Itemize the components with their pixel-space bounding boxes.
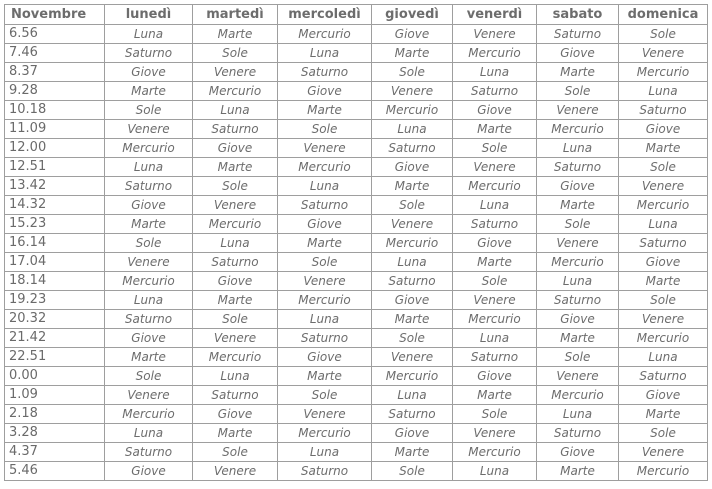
planet-cell-thursday: Giove xyxy=(372,424,453,443)
planet-cell-monday: Sole xyxy=(105,367,193,386)
time-cell: 14.32 xyxy=(5,196,105,215)
planet-cell-friday: Marte xyxy=(453,253,537,272)
planet-cell-friday: Giove xyxy=(453,234,537,253)
time-cell: 16.14 xyxy=(5,234,105,253)
planet-cell-tuesday: Saturno xyxy=(193,253,278,272)
planet-cell-monday: Sole xyxy=(105,234,193,253)
planet-cell-wednesday: Luna xyxy=(278,177,372,196)
planet-cell-tuesday: Mercurio xyxy=(193,215,278,234)
planet-cell-monday: Mercurio xyxy=(105,272,193,291)
planet-cell-saturday: Saturno xyxy=(537,25,619,44)
planet-cell-tuesday: Luna xyxy=(193,101,278,120)
planet-cell-friday: Saturno xyxy=(453,215,537,234)
table-row xyxy=(5,25,708,44)
time-cell: 5.46 xyxy=(5,462,105,481)
planet-cell-monday: Marte xyxy=(105,82,193,101)
planet-cell-sunday: Luna xyxy=(619,82,708,101)
planet-cell-saturday: Sole xyxy=(537,348,619,367)
planet-cell-sunday: Saturno xyxy=(619,234,708,253)
planet-cell-thursday: Sole xyxy=(372,462,453,481)
planet-cell-sunday: Venere xyxy=(619,177,708,196)
planet-cell-sunday: Saturno xyxy=(619,101,708,120)
planet-cell-saturday: Marte xyxy=(537,462,619,481)
planet-cell-monday: Venere xyxy=(105,386,193,405)
planet-cell-thursday: Luna xyxy=(372,120,453,139)
planet-cell-friday: Saturno xyxy=(453,82,537,101)
planet-cell-saturday: Sole xyxy=(537,215,619,234)
planet-cell-monday: Mercurio xyxy=(105,405,193,424)
planet-cell-tuesday: Sole xyxy=(193,44,278,63)
table-row xyxy=(5,139,708,158)
planet-cell-friday: Marte xyxy=(453,120,537,139)
planet-cell-saturday: Marte xyxy=(537,63,619,82)
planet-cell-monday: Giove xyxy=(105,63,193,82)
planet-cell-tuesday: Luna xyxy=(193,367,278,386)
planet-cell-wednesday: Luna xyxy=(278,44,372,63)
planet-cell-friday: Sole xyxy=(453,405,537,424)
table-body xyxy=(5,25,708,481)
planetary-hours-table xyxy=(4,4,708,481)
planet-cell-tuesday: Mercurio xyxy=(193,348,278,367)
planet-cell-sunday: Giove xyxy=(619,253,708,272)
planet-cell-saturday: Saturno xyxy=(537,158,619,177)
table-row xyxy=(5,462,708,481)
planet-cell-saturday: Venere xyxy=(537,367,619,386)
planet-cell-wednesday: Saturno xyxy=(278,462,372,481)
planet-cell-friday: Mercurio xyxy=(453,44,537,63)
planet-cell-sunday: Giove xyxy=(619,386,708,405)
planet-cell-wednesday: Mercurio xyxy=(278,424,372,443)
planet-cell-monday: Luna xyxy=(105,291,193,310)
planet-cell-sunday: Luna xyxy=(619,348,708,367)
planet-cell-tuesday: Sole xyxy=(193,310,278,329)
planet-cell-thursday: Sole xyxy=(372,196,453,215)
planet-cell-friday: Mercurio xyxy=(453,443,537,462)
planet-cell-saturday: Luna xyxy=(537,272,619,291)
planet-cell-wednesday: Marte xyxy=(278,234,372,253)
time-cell: 1.09 xyxy=(5,386,105,405)
header-thursday: giovedì xyxy=(372,5,453,25)
planet-cell-sunday: Marte xyxy=(619,405,708,424)
planet-cell-thursday: Mercurio xyxy=(372,367,453,386)
time-cell: 8.37 xyxy=(5,63,105,82)
planet-cell-monday: Luna xyxy=(105,424,193,443)
time-cell: 18.14 xyxy=(5,272,105,291)
planet-cell-friday: Luna xyxy=(453,196,537,215)
planet-cell-tuesday: Giove xyxy=(193,405,278,424)
planet-cell-wednesday: Saturno xyxy=(278,196,372,215)
planet-cell-saturday: Mercurio xyxy=(537,386,619,405)
planet-cell-friday: Venere xyxy=(453,424,537,443)
planet-cell-monday: Giove xyxy=(105,462,193,481)
planet-cell-tuesday: Luna xyxy=(193,234,278,253)
planet-cell-tuesday: Saturno xyxy=(193,386,278,405)
planet-cell-sunday: Mercurio xyxy=(619,63,708,82)
table-row xyxy=(5,405,708,424)
planet-cell-thursday: Sole xyxy=(372,329,453,348)
planet-cell-friday: Saturno xyxy=(453,348,537,367)
planet-cell-sunday: Venere xyxy=(619,310,708,329)
planet-cell-thursday: Luna xyxy=(372,386,453,405)
planet-cell-sunday: Sole xyxy=(619,424,708,443)
planet-cell-friday: Marte xyxy=(453,386,537,405)
planet-cell-saturday: Marte xyxy=(537,329,619,348)
table-row xyxy=(5,215,708,234)
planet-cell-monday: Venere xyxy=(105,120,193,139)
time-cell: 11.09 xyxy=(5,120,105,139)
planet-cell-thursday: Sole xyxy=(372,63,453,82)
planet-cell-friday: Luna xyxy=(453,63,537,82)
planet-cell-thursday: Marte xyxy=(372,310,453,329)
planet-cell-wednesday: Venere xyxy=(278,139,372,158)
planet-cell-tuesday: Venere xyxy=(193,196,278,215)
time-cell: 13.42 xyxy=(5,177,105,196)
planet-cell-thursday: Venere xyxy=(372,82,453,101)
planet-cell-friday: Sole xyxy=(453,272,537,291)
planet-cell-thursday: Luna xyxy=(372,253,453,272)
planet-cell-friday: Venere xyxy=(453,158,537,177)
planet-cell-wednesday: Sole xyxy=(278,386,372,405)
time-cell: 4.37 xyxy=(5,443,105,462)
header-sunday: domenica xyxy=(619,5,708,25)
planet-cell-tuesday: Marte xyxy=(193,291,278,310)
planet-cell-saturday: Saturno xyxy=(537,291,619,310)
planet-cell-friday: Sole xyxy=(453,139,537,158)
planet-cell-friday: Giove xyxy=(453,367,537,386)
table-row xyxy=(5,272,708,291)
planet-cell-saturday: Venere xyxy=(537,234,619,253)
planet-cell-monday: Giove xyxy=(105,196,193,215)
header-month: Novembre xyxy=(5,5,105,25)
planet-cell-tuesday: Mercurio xyxy=(193,82,278,101)
planet-cell-friday: Venere xyxy=(453,291,537,310)
planet-cell-wednesday: Luna xyxy=(278,443,372,462)
time-cell: 10.18 xyxy=(5,101,105,120)
planet-cell-sunday: Venere xyxy=(619,44,708,63)
planet-cell-monday: Saturno xyxy=(105,310,193,329)
time-cell: 6.56 xyxy=(5,25,105,44)
planet-cell-wednesday: Marte xyxy=(278,367,372,386)
planet-cell-wednesday: Sole xyxy=(278,253,372,272)
planet-cell-friday: Mercurio xyxy=(453,310,537,329)
planet-cell-monday: Saturno xyxy=(105,177,193,196)
header-tuesday: martedì xyxy=(193,5,278,25)
table-row xyxy=(5,424,708,443)
planet-cell-saturday: Giove xyxy=(537,177,619,196)
planet-cell-tuesday: Sole xyxy=(193,443,278,462)
table-row xyxy=(5,44,708,63)
planet-cell-sunday: Mercurio xyxy=(619,329,708,348)
planet-cell-wednesday: Mercurio xyxy=(278,25,372,44)
time-cell: 3.28 xyxy=(5,424,105,443)
planet-cell-saturday: Giove xyxy=(537,310,619,329)
table-row xyxy=(5,443,708,462)
planet-cell-tuesday: Marte xyxy=(193,424,278,443)
planet-cell-thursday: Marte xyxy=(372,443,453,462)
planet-cell-saturday: Luna xyxy=(537,405,619,424)
planet-cell-sunday: Marte xyxy=(619,139,708,158)
planet-cell-wednesday: Mercurio xyxy=(278,291,372,310)
planet-cell-friday: Venere xyxy=(453,25,537,44)
planet-cell-thursday: Marte xyxy=(372,177,453,196)
planet-cell-monday: Marte xyxy=(105,348,193,367)
table-row xyxy=(5,82,708,101)
table-row xyxy=(5,348,708,367)
header-monday: lunedì xyxy=(105,5,193,25)
planet-cell-saturday: Saturno xyxy=(537,424,619,443)
planet-cell-monday: Giove xyxy=(105,329,193,348)
planet-cell-wednesday: Marte xyxy=(278,101,372,120)
time-cell: 7.46 xyxy=(5,44,105,63)
planet-cell-sunday: Sole xyxy=(619,291,708,310)
time-cell: 12.00 xyxy=(5,139,105,158)
header-saturday: sabato xyxy=(537,5,619,25)
planet-cell-saturday: Marte xyxy=(537,196,619,215)
planet-cell-monday: Mercurio xyxy=(105,139,193,158)
planet-cell-wednesday: Mercurio xyxy=(278,158,372,177)
planet-cell-tuesday: Marte xyxy=(193,25,278,44)
planet-cell-thursday: Venere xyxy=(372,215,453,234)
planet-cell-tuesday: Giove xyxy=(193,139,278,158)
planet-cell-tuesday: Venere xyxy=(193,329,278,348)
planet-cell-wednesday: Saturno xyxy=(278,63,372,82)
table-row xyxy=(5,63,708,82)
planet-cell-sunday: Luna xyxy=(619,215,708,234)
header-friday: venerdì xyxy=(453,5,537,25)
time-cell: 15.23 xyxy=(5,215,105,234)
table-row xyxy=(5,177,708,196)
planet-cell-sunday: Sole xyxy=(619,158,708,177)
time-cell: 12.51 xyxy=(5,158,105,177)
planet-cell-wednesday: Luna xyxy=(278,310,372,329)
planet-cell-thursday: Mercurio xyxy=(372,101,453,120)
planet-cell-monday: Sole xyxy=(105,101,193,120)
planet-cell-sunday: Giove xyxy=(619,120,708,139)
planet-cell-friday: Luna xyxy=(453,462,537,481)
planet-cell-thursday: Venere xyxy=(372,348,453,367)
planet-cell-monday: Marte xyxy=(105,215,193,234)
time-cell: 2.18 xyxy=(5,405,105,424)
planet-cell-thursday: Giove xyxy=(372,291,453,310)
planet-cell-monday: Luna xyxy=(105,158,193,177)
table-row xyxy=(5,253,708,272)
table-row xyxy=(5,101,708,120)
table-row xyxy=(5,386,708,405)
planet-cell-saturday: Giove xyxy=(537,44,619,63)
planet-cell-thursday: Giove xyxy=(372,158,453,177)
planet-cell-thursday: Giove xyxy=(372,25,453,44)
planet-cell-tuesday: Sole xyxy=(193,177,278,196)
planet-cell-tuesday: Venere xyxy=(193,63,278,82)
planet-cell-saturday: Giove xyxy=(537,443,619,462)
planet-cell-monday: Luna xyxy=(105,25,193,44)
time-cell: 9.28 xyxy=(5,82,105,101)
time-cell: 20.32 xyxy=(5,310,105,329)
table-row xyxy=(5,329,708,348)
planet-cell-thursday: Saturno xyxy=(372,272,453,291)
planet-cell-friday: Giove xyxy=(453,101,537,120)
planet-cell-monday: Saturno xyxy=(105,44,193,63)
time-cell: 19.23 xyxy=(5,291,105,310)
planet-cell-sunday: Mercurio xyxy=(619,462,708,481)
planet-cell-tuesday: Saturno xyxy=(193,120,278,139)
planet-cell-sunday: Saturno xyxy=(619,367,708,386)
planet-cell-wednesday: Venere xyxy=(278,405,372,424)
planet-cell-monday: Saturno xyxy=(105,443,193,462)
planet-cell-sunday: Sole xyxy=(619,25,708,44)
planet-cell-tuesday: Giove xyxy=(193,272,278,291)
planet-cell-monday: Venere xyxy=(105,253,193,272)
table-row xyxy=(5,196,708,215)
planet-cell-thursday: Saturno xyxy=(372,405,453,424)
planet-cell-sunday: Venere xyxy=(619,443,708,462)
planet-cell-tuesday: Venere xyxy=(193,462,278,481)
time-cell: 17.04 xyxy=(5,253,105,272)
table-header xyxy=(5,5,708,25)
planet-cell-sunday: Mercurio xyxy=(619,196,708,215)
planet-cell-wednesday: Venere xyxy=(278,272,372,291)
planet-cell-tuesday: Marte xyxy=(193,158,278,177)
planet-cell-friday: Mercurio xyxy=(453,177,537,196)
planet-cell-saturday: Mercurio xyxy=(537,253,619,272)
planet-cell-saturday: Sole xyxy=(537,82,619,101)
planet-cell-sunday: Marte xyxy=(619,272,708,291)
header-row xyxy=(5,5,708,25)
planet-cell-saturday: Venere xyxy=(537,101,619,120)
planet-cell-saturday: Mercurio xyxy=(537,120,619,139)
table-container xyxy=(4,4,708,481)
planet-cell-wednesday: Giove xyxy=(278,215,372,234)
table-row xyxy=(5,291,708,310)
table-row xyxy=(5,310,708,329)
table-row xyxy=(5,158,708,177)
planet-cell-thursday: Marte xyxy=(372,44,453,63)
planet-cell-friday: Luna xyxy=(453,329,537,348)
table-row xyxy=(5,234,708,253)
header-wednesday: mercoledì xyxy=(278,5,372,25)
time-cell: 21.42 xyxy=(5,329,105,348)
planet-cell-thursday: Saturno xyxy=(372,139,453,158)
table-row xyxy=(5,120,708,139)
table-row xyxy=(5,367,708,386)
planet-cell-wednesday: Sole xyxy=(278,120,372,139)
planet-cell-thursday: Mercurio xyxy=(372,234,453,253)
time-cell: 0.00 xyxy=(5,367,105,386)
planet-cell-wednesday: Saturno xyxy=(278,329,372,348)
planet-cell-wednesday: Giove xyxy=(278,82,372,101)
time-cell: 22.51 xyxy=(5,348,105,367)
planet-cell-wednesday: Giove xyxy=(278,348,372,367)
planet-cell-saturday: Luna xyxy=(537,139,619,158)
